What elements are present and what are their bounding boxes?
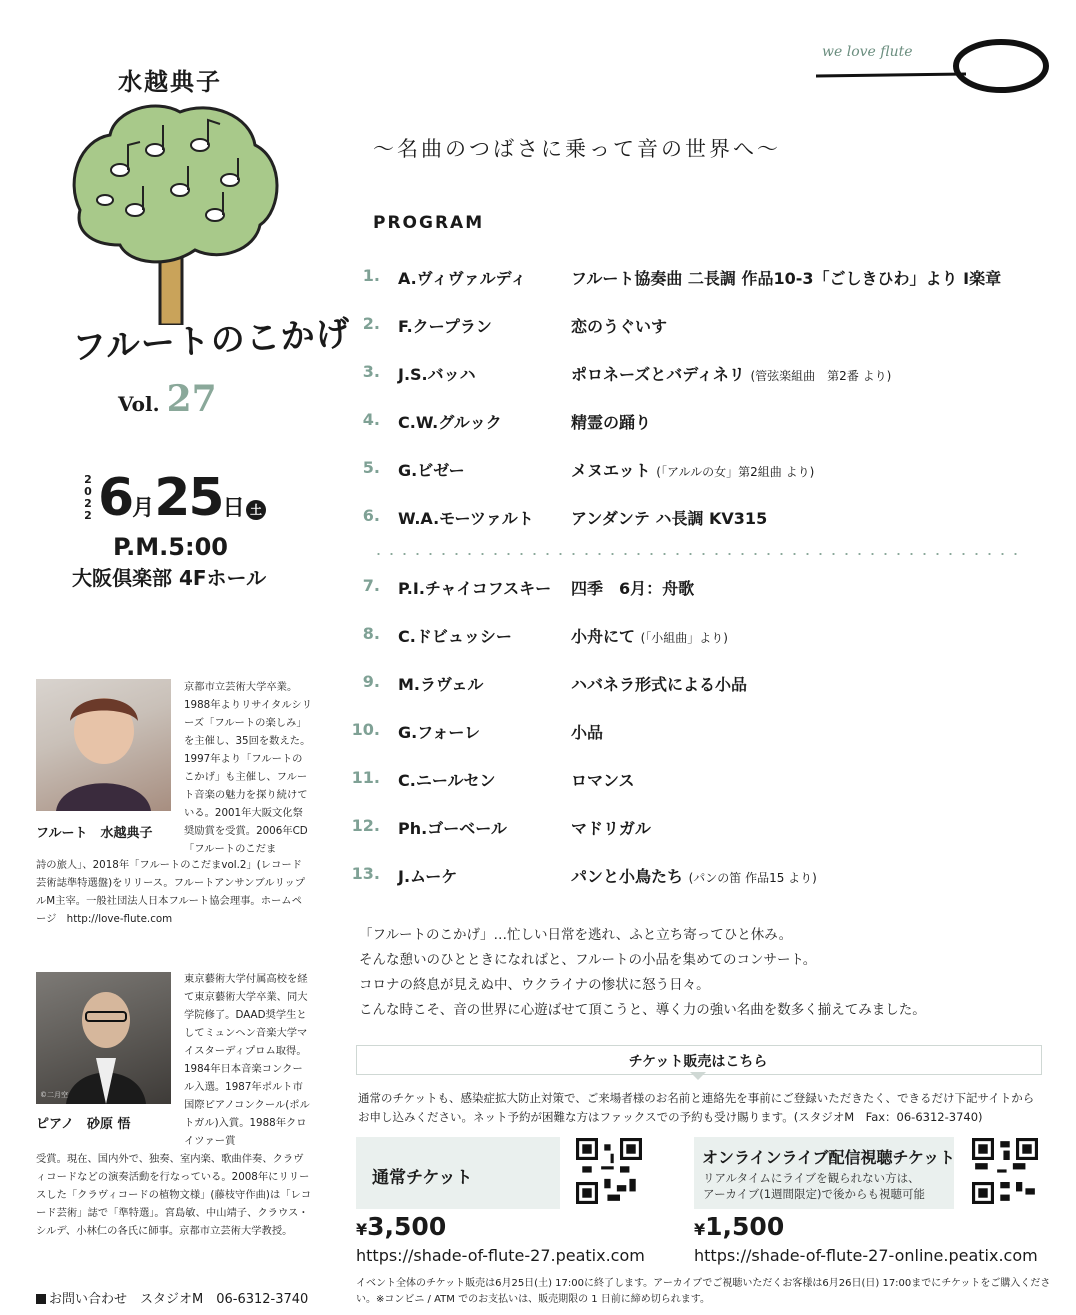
program-row: 3. J.S.バッハ ポロネーズとバディネリ (管弦楽組曲 第2番 より): [362, 362, 892, 384]
ticket-heading-pointer: [690, 1072, 706, 1080]
flutist-bio-bottom: 詩の旅人」、2018年「フルートのこだまvol.2」(レコード芸術誌準特選盤)をリリース。フルートアンサンブルリップルM主宰。一般社団法人日本フルート協会理事。ホームページ http://love-flute.com: [36, 859, 306, 925]
intro-line: コロナの終息が見えぬ中、ウクライナの惨状に怒う日々。: [359, 977, 710, 993]
program-row: 6. W.A.モーツァルト アンダンテ ハ長調 KV315: [362, 506, 768, 528]
program-heading: PROGRAM: [373, 213, 485, 233]
online-ticket-description: リアルタイムにライブを観られない方は、 アーカイブ(1週間限定)で後からも視聴可能: [703, 1171, 926, 1201]
concert-subtitle: ～名曲のつばさに乗って音の世界へ～: [373, 137, 781, 161]
event-time: P.M.5:00: [113, 533, 228, 561]
program-row: 12. Ph.ゴーベール マドリガル: [351, 816, 651, 838]
program-row: 9. M.ラヴェル ハバネラ形式による小品: [362, 672, 748, 694]
tree-illustration: [60, 100, 285, 325]
regular-ticket-price: ¥3,500: [356, 1212, 447, 1241]
event-date: 6月25日: [98, 468, 245, 528]
program-row: 7. P.I.チャイコフスキー 四季 6月：舟歌: [362, 576, 695, 598]
ticket-footnote: イベント全体のチケット販売は6月25日(土) 17:00に終了します。アーカイブでご視聴いただくお客様は6月26日(日) 17:00までにチケットをご購入ください。※コンビニ / ATM でのお支払いは、販売期限の 1 日前に締め切られます。: [356, 1278, 1051, 1305]
program-row: 11. C.ニールセン ロマンス: [351, 768, 635, 790]
flutist-bio-side: 京都市立芸術大学卒業。1988年よりリサイタルシリーズ「フルートの楽しみ」を主催し、35回を数えた。1997年より「フルートのこかげ」も主催し、フルート音楽の魅力を探り続けている。2001年大阪文化祭奨励賞を受賞。2006年CD「フルートのこだま: [184, 681, 312, 855]
online-ticket-price: ¥1,500: [694, 1212, 785, 1241]
volume-number: [118, 378, 217, 420]
event-venue: 大阪倶楽部 4Fホール: [72, 566, 267, 590]
pianist-role: ピアノ 砂原 悟: [36, 1117, 131, 1132]
program-row: 5. G.ビゼー メヌエット (「アルルの女」第2組曲 より): [362, 458, 815, 480]
photo-credit: ©二月空: [40, 1091, 68, 1099]
ticket-heading: チケット販売はこちら: [628, 1054, 768, 1070]
series-title: フルートのこかげ: [71, 313, 352, 369]
program-row: 10. G.フォーレ 小品: [351, 720, 604, 742]
program-row: 1. A.ヴィヴァルディ フルート協奏曲 二長調 作品10-3「ごしきひわ」より I楽章: [362, 266, 1002, 288]
intro-line: そんな憩いのひとときになればと、フルートの小品を集めてのコンサート。: [359, 952, 817, 968]
intro-line: こんな時こそ、音の世界に心遊ばせて頂こうと、導く力の強い名曲を数多く揃えてみました。: [359, 1002, 926, 1018]
flutist-photo: [36, 679, 171, 811]
regular-ticket-link[interactable]: https://shade-of-flute-27.peatix.com: [356, 1246, 645, 1265]
online-ticket-qr-icon[interactable]: [972, 1138, 1038, 1204]
regular-ticket-qr-icon[interactable]: [576, 1138, 642, 1204]
contact-info: お問い合わせ スタジオM 06-6312-3740: [36, 1288, 308, 1307]
pianist-bio-bottom: 受賞。現在、国内外で、独奏、室内楽、歌曲伴奏、クラヴィコードなどの演奏活動を行なっている。2008年にリリースした「クラヴィコードの植物文様」(藤枝守作曲)は「レコード芸術」誌で「準特選」。宮島敏、中山靖子、クラウス・シルデ、小林仁の各氏に師事。京都市立芸術大学教授。: [36, 1153, 312, 1237]
pianist-photo: [36, 972, 171, 1104]
pianist-bio-side: 東京藝術大学付属高校を経て東京藝術大学卒業、同大学院修了。DAAD奨学生としてミュンヘン音楽大学マイスターディプロム取得。1984年日本音楽コンクール入選。1987年ポルト市国際ピアノコンクール(ポルトガル)入賞。1988年クロイツァー賞: [184, 973, 310, 1147]
event-year: 2022: [84, 473, 92, 522]
regular-ticket-label: 通常チケット: [372, 1168, 473, 1188]
program-row: 2. F.クープラン 恋のうぐいす: [362, 314, 668, 336]
square-bullet-icon: [36, 1294, 46, 1304]
program-row: 8. C.ドビュッシー 小舟にて (「小組曲」より): [362, 624, 728, 646]
logo-text: we love flute: [822, 44, 913, 60]
vol-num: 27: [166, 378, 217, 420]
vol-prefix: Vol.: [118, 392, 160, 416]
ticket-note: 通常のチケットも、感染症拡大防止対策で、ご来場者様のお名前と連絡先を事前にご登録いただきたく、できるだけ下記サイトからお申し込みください。ネット予約が困難な方はファックスでの予約も受け賜ります。(スタジオM Fax：06-6312-3740): [358, 1091, 1035, 1124]
intro-line: 「フルートのこかげ」…忙しい日常を逃れ、ふと立ち寄ってひと休み。: [359, 927, 793, 943]
online-ticket-link[interactable]: https://shade-of-flute-27-online.peatix.com: [694, 1246, 1038, 1265]
flutist-role: フルート 水越典子: [36, 826, 153, 841]
weekday-badge: 土: [246, 500, 266, 520]
performer-name: 水越典子: [118, 68, 222, 96]
intermission-divider: [372, 553, 1022, 555]
program-row: 13. J.ムーケ パンと小鳥たち (パンの笛 作品15 より): [351, 864, 817, 886]
program-row: 4. C.W.グルック 精霊の踊り: [362, 410, 652, 432]
online-ticket-label: オンラインライブ配信視聴チケット: [702, 1148, 956, 1167]
